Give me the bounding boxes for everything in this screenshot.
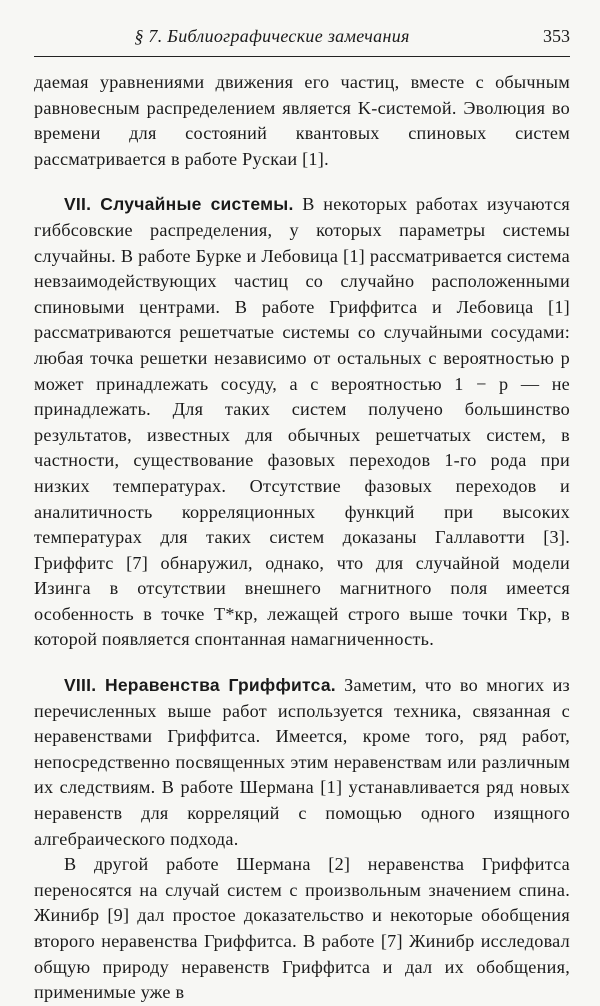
paragraph-sherman: В другой работе Шермана [2] неравенства Гриффитса переносятся на случай систем с произвольным значением спина. Жинибр [9] дал простое доказательство и некоторые обобщения второго неравенства Гриффитса. В работе [7] Жинибр исследовал общую природу неравенств Гриффитса и дал их обобщения, применимые уже в	[34, 854, 570, 1003]
paragraph-continuation: даемая уравнениями движения его частиц, вместе с обычным равновесным распределением является K-системой. Эволюция во времени для состояний квантовых спиновых систем рассматривается в работе Рускаи [1].	[34, 72, 570, 169]
section-vii-paragraph	[34, 192, 570, 653]
running-head: § 7. Библиографические замечания	[134, 26, 410, 46]
section-vii-heading: VII. Случайные системы.	[64, 194, 294, 215]
header-rule	[34, 56, 570, 57]
page-number: 353	[543, 26, 570, 46]
section-viii-heading: VIII. Неравенства Гриффитса.	[64, 675, 336, 696]
body-text	[34, 70, 570, 1006]
page-header	[34, 24, 570, 54]
section-vii-text: В некоторых работах изучаются гиббсовские распределения, у которых параметры системы случайны. В работе Бурке и Лебовица [1] рассматривается система невзаимодействующих частиц со случайно расположенными спиновыми центрами. В работе Гриффитса и Лебовица [1] рассматриваются решетчатые системы со случайными сосудами: любая точка решетки независимо от остальных с вероятностью p может принадлежать сосуду, а с вероятностью 1 − p — не принадлежать. Для таких систем получено большинство результатов, известных для обычных решетчатых систем, в частности, существование фазовых переходов 1-го рода при низких температурах. Отсутствие фазовых переходов и аналитичность корреляционных функций при высоких температурах для таких систем доказаны Галлавотти [3]. Гриффитс [7] обнаружил, однако, что для случайной модели Изинга в отсутствии внешнего магнитного поля имеется особенность в точке T*кр, лежащей строго выше точки Tкр, в которой появляется спонтанная намагниченность.	[34, 194, 571, 650]
section-viii-text: Заметим, что во многих из перечисленных выше работ используется техника, связанная с неравенствами Гриффитса. Имеется, кроме того, ряд работ, непосредственно посвященных этим неравенствам или различным их следствиям. В работе Шермана [1] устанавливается ряд новых неравенств для корреляций с помощью одного изящного алгебраического подхода.	[34, 675, 570, 849]
section-viii-paragraph	[34, 673, 570, 852]
